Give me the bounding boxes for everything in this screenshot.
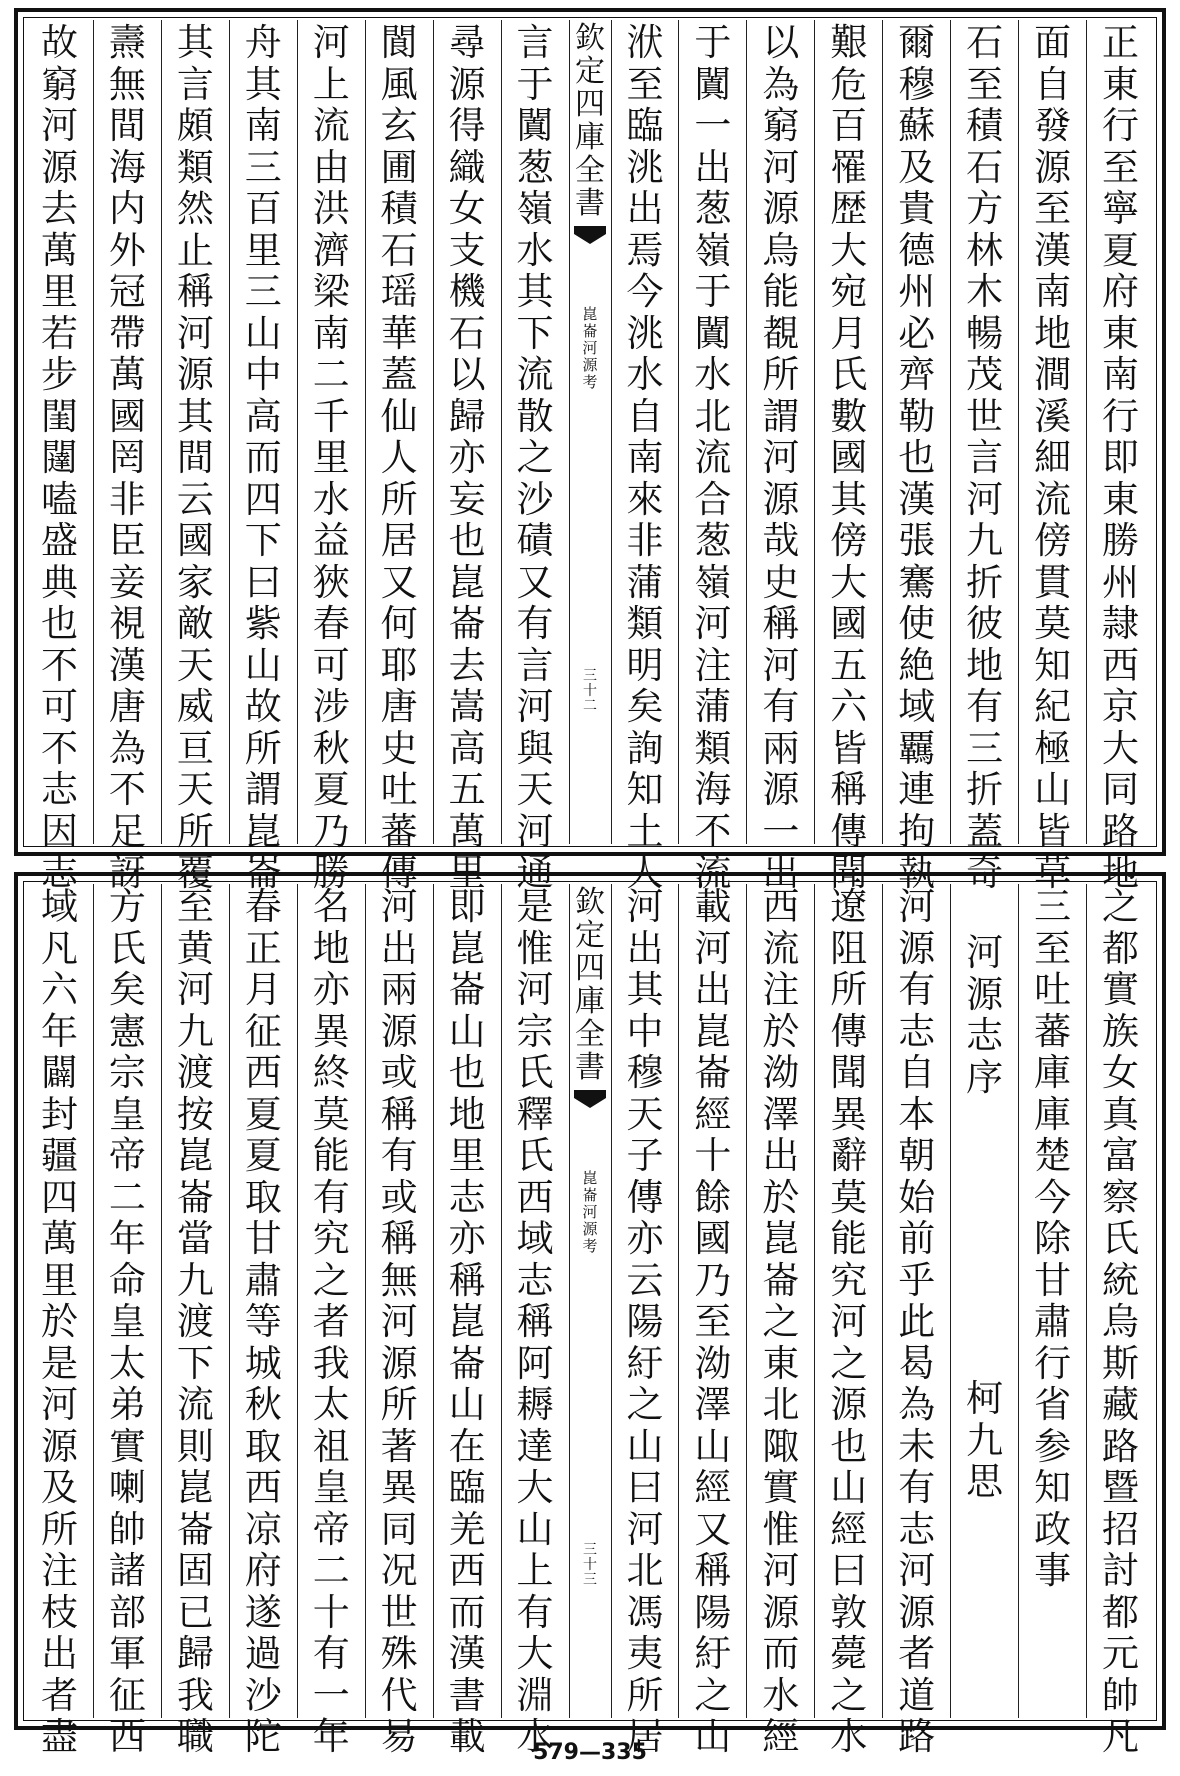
page-footer-number: 579—335 [533, 1740, 647, 1765]
text-column: 方 氏 矣 憲 宗 皇 帝 二 年 命 皇 太 弟 實 喇 帥 諸 部 軍 征 西 [93, 884, 161, 1718]
text-column: 即 崑 崙 山 也 地 里 志 亦 稱 崑 崙 山 在 臨 羌 西 而 漢 書 載 [433, 884, 501, 1718]
top-page-columns [26, 20, 1154, 894]
text-column: 舟 其 南 三 百 里 三 山 中 高 而 四 下 曰 紫 山 故 所 謂 崑 崙 [229, 20, 297, 844]
text-column: 洑 至 臨 洮 出 焉 今 洮 水 自 南 來 非 蒲 類 明 矣 詢 知 土 人 [611, 20, 679, 844]
book-subtitle: 崑 崙 河 源 考 [582, 305, 598, 391]
fishtail-mark-icon [573, 224, 607, 246]
text-column: 故 窮 河 源 去 萬 里 若 步 閨 闥 嗑 盛 典 也 不 可 不 志 因 志 [40, 21, 78, 894]
text-column: 正 東 行 至 寧 夏 府 東 南 行 即 東 勝 州 隷 西 京 大 同 路 地 [1086, 20, 1154, 844]
top-page-frame [14, 8, 1166, 894]
book-title: 欽 定 四 庫 全 書 [575, 885, 605, 1085]
author-name: 柯 九 思 [966, 1377, 1004, 1503]
book-title: 欽 定 四 庫 全 書 [575, 21, 605, 221]
page-number: 三 十 三 [583, 1542, 597, 1588]
text-column: 西 流 注 於 泑 澤 出 於 崑 崙 之 東 北 陬 實 惟 河 源 而 水 經 [746, 884, 814, 1718]
fishtail-mark-icon [573, 1088, 607, 1110]
text-column: 域 凡 六 年 闢 封 疆 四 萬 里 於 是 河 源 及 所 注 枝 出 者 盡 [40, 885, 78, 1758]
text-column: 以 為 窮 河 源 烏 能 覩 所 謂 河 源 哉 史 稱 河 有 兩 源 一 出 [746, 20, 814, 844]
text-column: 載 河 出 崑 崙 經 十 餘 國 乃 至 泑 澤 山 經 又 稱 陽 紆 之 山 [678, 884, 746, 1718]
text-column: 三 至 吐 蕃 庫 庫 楚 今 除 甘 肅 行 省 参 知 政 事 [1018, 884, 1086, 1718]
text-column: 石 至 積 石 方 林 木 暢 茂 世 言 河 九 折 彼 地 有 三 折 蓋 奇 [950, 20, 1018, 844]
text-column: 艱 危 百 罹 歴 大 宛 月 氏 數 國 其 傍 大 國 五 六 皆 稱 傳 聞 [814, 20, 882, 844]
text-column: 尋 源 得 織 女 支 機 石 以 歸 亦 妄 也 崑 崙 去 嵩 高 五 萬 里 [433, 20, 501, 844]
text-column: 春 正 月 征 西 夏 夏 取 甘 肅 等 城 秋 取 西 凉 府 遂 過 沙 陀 [229, 884, 297, 1718]
text-column: 于 闐 一 出 葱 嶺 于 闐 水 北 流 合 葱 嶺 河 注 蒲 類 海 不 流 [678, 20, 746, 844]
text-column: 面 自 發 源 至 漢 南 地 澗 溪 細 流 傍 貫 莫 知 紀 極 山 皆 草 [1018, 20, 1086, 844]
text-column: 閬 風 玄 圃 積 石 瑶 華 蓋 仙 人 所 居 又 何 耶 唐 史 吐 蕃 傳 [365, 20, 433, 844]
text-column: 爾 穆 蘇 及 貴 德 州 必 齊 勒 也 漢 張 騫 使 絶 域 覊 連 拘 執 [882, 20, 950, 844]
text-column: 燾 無 間 海 内 外 冠 帶 萬 國 罔 非 臣 妾 視 漢 唐 為 不 足 訝 [93, 20, 161, 844]
text-column: 名 地 亦 異 終 莫 能 有 究 之 者 我 太 祖 皇 帝 二 十 有 一 年 [297, 884, 365, 1718]
center-fold-column [569, 884, 611, 1718]
text-column: 河 上 流 由 洪 濟 梁 南 二 千 里 水 益 狹 春 可 涉 秋 夏 乃 勝 [297, 20, 365, 844]
text-column: 至 黄 河 九 渡 按 崑 崙 當 九 渡 下 流 則 崑 崙 固 已 歸 我 職 [161, 884, 229, 1718]
text-column: 河 源 有 志 自 本 朝 始 前 乎 此 曷 為 未 有 志 河 源 者 道 路 [882, 884, 950, 1718]
book-subtitle: 崑 崙 河 源 考 [582, 1169, 598, 1255]
text-column: 言 于 闐 葱 嶺 水 其 下 流 散 之 沙 磧 又 有 言 河 與 天 河 通 [501, 20, 569, 844]
text-column: 之 都 實 族 女 真 富 察 氏 統 烏 斯 藏 路 暨 招 討 都 元 帥 凡 [1086, 884, 1154, 1718]
text-column: 是 惟 河 宗 氏 釋 氏 西 域 志 稱 阿 耨 達 大 山 上 有 大 淵 水 [501, 884, 569, 1718]
page-number: 三 十 二 [583, 668, 597, 714]
text-column: 遼 阻 所 傳 聞 異 辭 莫 能 究 河 之 源 也 山 經 曰 敦 薨 之 水 [814, 884, 882, 1718]
text-column: 其 言 頗 類 然 止 稱 河 源 其 間 云 國 家 敵 天 威 亘 天 所 覆 [161, 20, 229, 844]
center-fold-column [569, 20, 611, 844]
text-column: 河 出 其 中 穆 天 子 傳 亦 云 陽 紆 之 山 曰 河 北 馮 夷 所 居 [611, 884, 679, 1718]
text-column: 河 出 兩 源 或 稱 有 或 稱 無 河 源 所 著 異 同 况 世 殊 代 易 [365, 884, 433, 1718]
section-heading: 河 源 志 序 柯 九 思 [950, 884, 1018, 1718]
